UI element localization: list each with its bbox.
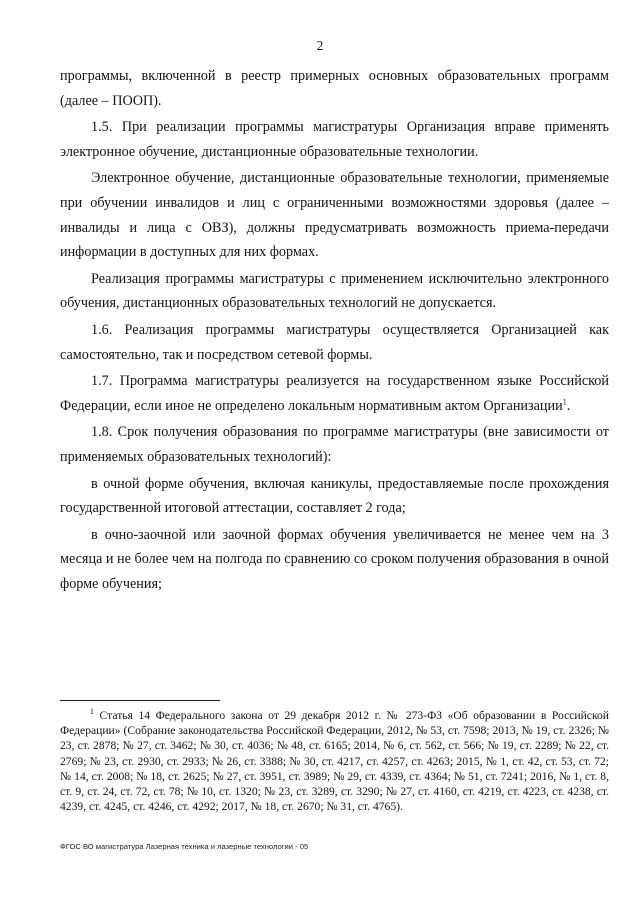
paragraph-part-time: в очно-заочной или заочной формах обучения увеличивается не менее чем на 3 месяца и не более чем на полгода по сравнению со сроком получения образования в очной форме обучения; xyxy=(60,526,609,592)
paragraph-e-learning-ovz: Электронное обучение, дистанционные образовательные технологии, применяемые при обучении инвалидов и лиц с ограниченными возможностями здоровья (далее – инвалиды и лица с ОВЗ), должны предусматривать возможность приема-передачи информации в доступных для них формах. xyxy=(60,170,609,261)
paragraph-1-7-end: . xyxy=(566,397,571,414)
footnote-reference[interactable]: 1 xyxy=(562,396,567,406)
paragraph-1-7 xyxy=(60,369,609,418)
paragraph-1-5: 1.5. При реализации программы магистратуры Организация вправе применять электронное обучение, дистанционные образовательные технологии. xyxy=(60,119,609,160)
paragraph-1-6: 1.6. Реализация программы магистратуры осуществляется Организацией как самостоятельно, так и посредством сетевой формы. xyxy=(60,321,609,363)
document-body xyxy=(60,64,609,598)
paragraph-full-time: в очной форме обучения, включая каникулы, предоставляемые после прохождения государственной итоговой аттестации, составляет 2 года; xyxy=(60,475,609,517)
paragraph-1-7-text: 1.7. Программа магистратуры реализуется на государственном языке Российской Федерации, если иное не определено локальным нормативным актом Организации xyxy=(60,373,609,414)
paragraph-1-8: 1.8. Срок получения образования по программе магистратуры (вне зависимости от применяемых образовательных технологий): xyxy=(60,424,609,465)
footnote-marker: 1 xyxy=(90,707,94,717)
footnote-text: Статья 14 Федерального закона от 29 декабря 2012 г. № 273-ФЗ «Об образовании в Российской Федерации» (Собрание законодательства Российской Федерации, 2012, № 53, ст. 7598; 2013, № 19, ст. 2326; № 23, ст. 2878; № 27, ст. 3462; № 30, ст. 4036; № 48, ст. 6165; 2014, № 6, ст. 562, ст. 566; № 19, ст. 2289; № 22, ст. 2769; № 23, ст. 2930, ст. 2933; № 26, ст. 3388; № 30, ст. 4217, ст. 4257, ст. 4263; 2015, № 1, ст. 42, ст. 53, ст. 72; № 14, ст. 2008; № 18, ст. 2625; № 27, ст. 3951, ст. 3989; № 29, ст. 4339, ст. 4364; № 51, ст. 7241; 2016, № 1, ст. 8, ст. 9, ст. 24, ст. 72, ст. 78; № 10, ст. 1320; № 23, ст. 3289, ст. 3290; № 27, ст. 4160, ст. 4219, ст. 4223, ст. 4238, ст. 4239, ст. 4245, ст. 4246, ст. 4292; 2017, № 18, ст. 2670; № 31, ст. 4765). xyxy=(60,709,609,814)
footnote xyxy=(60,708,609,814)
paragraph-exclusive-e-learning: Реализация программы магистратуры с применением исключительно электронного обучения, дистанционных образовательных технологий не допускается. xyxy=(60,270,609,312)
paragraph-continuation: программы, включенной в реестр примерных основных образовательных программ (далее – ПООП). xyxy=(60,68,609,109)
document-footer: ФГОС ВО магистратура Лазерная техника и лазерные технологии - 05 xyxy=(60,842,309,851)
footnote-divider xyxy=(60,700,220,701)
page-number: 2 xyxy=(316,38,324,53)
